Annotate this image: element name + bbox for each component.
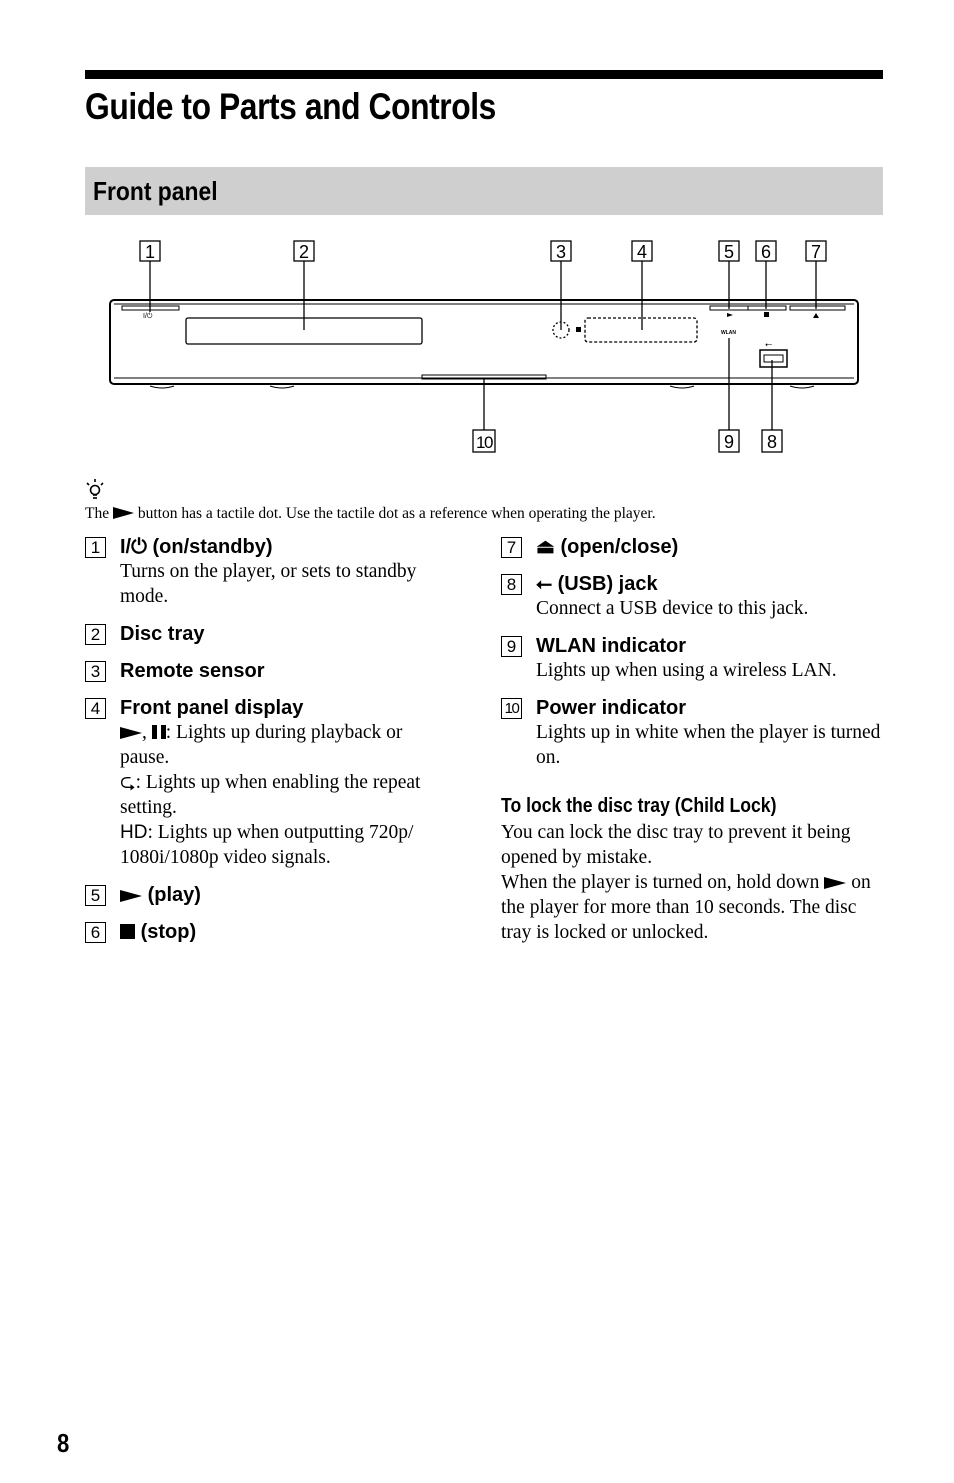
- item-description: Lights up in white when the player is turned on.: [536, 722, 881, 768]
- left-column: [85, 535, 455, 944]
- item-number: 8: [501, 574, 522, 595]
- section-title: Front panel: [93, 176, 218, 206]
- play-icon: [120, 727, 142, 739]
- item-heading: Disc tray: [120, 623, 205, 645]
- tip-text: [85, 504, 656, 524]
- list-item: [85, 535, 455, 609]
- item-heading: ⭠ (USB) jack: [536, 573, 658, 595]
- item-heading: WLAN indicator: [536, 635, 686, 657]
- list-item: [85, 659, 455, 683]
- page-title: Guide to Parts and Controls: [85, 86, 496, 127]
- child-lock-instructions: When the player is turned on, hold down on the player for more than 10 seconds. The disc tray is locked or unlocked.: [501, 872, 871, 943]
- power-icon: I/⏻: [120, 536, 147, 558]
- list-item: [501, 696, 886, 770]
- callout-8: 8: [766, 432, 778, 452]
- wlan-panel-label: WLAN: [721, 330, 736, 336]
- callout-3: 3: [555, 242, 567, 262]
- callout-9: 9: [723, 432, 735, 452]
- item-description: Lights up when using a wireless LAN.: [536, 660, 837, 681]
- item-heading: ⏏ (open/close): [536, 536, 679, 558]
- child-lock-heading: To lock the disc tray (Child Lock): [501, 795, 777, 817]
- callout-6: 6: [760, 242, 772, 262]
- item-heading: Front panel display: [120, 697, 304, 719]
- pause-icon: [152, 725, 166, 739]
- item-number: 6: [85, 922, 106, 943]
- power-symbol-label: I/⏻: [143, 313, 153, 320]
- eject-icon: ⏏: [536, 536, 555, 558]
- item-number: 4: [85, 698, 106, 719]
- child-lock-paragraph: You can lock the disc tray to prevent it being opened by mistake.: [501, 822, 851, 868]
- list-item: [501, 535, 886, 559]
- item-number: 9: [501, 636, 522, 657]
- list-item: [85, 883, 455, 907]
- item-heading: I/⏻ (on/standby): [120, 536, 273, 558]
- usb-symbol: ⭠: [765, 339, 773, 349]
- list-item: [85, 696, 455, 870]
- play-icon: [824, 877, 846, 889]
- tip-text-after: button has a tactile dot. Use the tactile dot as a reference when operating the player.: [137, 505, 656, 522]
- repeat-icon: ⮎: [120, 772, 136, 793]
- usb-icon: ⭠: [536, 573, 552, 595]
- callout-7: 7: [810, 242, 822, 262]
- item-description: Connect a USB device to this jack.: [536, 598, 809, 619]
- list-item: [85, 622, 455, 646]
- play-icon: [113, 507, 134, 519]
- hd-icon: HD: [120, 822, 148, 843]
- player-body: [110, 300, 858, 384]
- list-item: [501, 634, 886, 683]
- callout-2: 2: [298, 242, 310, 262]
- item-number: 2: [85, 624, 106, 645]
- list-item: [501, 572, 886, 621]
- item-number: 10: [501, 698, 522, 719]
- callout-1: 1: [144, 242, 156, 262]
- callout-10: 10: [476, 433, 492, 452]
- item-heading: (play): [120, 883, 455, 907]
- list-item: [85, 920, 455, 944]
- stop-icon: [120, 924, 135, 939]
- page-number: 8: [57, 1428, 70, 1458]
- item-heading: Remote sensor: [120, 660, 265, 682]
- play-icon: [120, 890, 142, 902]
- item-number: 7: [501, 537, 522, 558]
- item-number: 5: [85, 885, 106, 906]
- item-description: , : Lights up during playback or pause. ⮎: Lights up when enabling the repeat setting. HD: Lights up when outputting 720p/ 1080i/1080p video signals.: [120, 722, 421, 868]
- tip-lightbulb-icon: [85, 478, 105, 502]
- item-heading: Power indicator: [536, 697, 687, 719]
- callout-4: 4: [636, 242, 648, 262]
- item-heading: (stop): [120, 920, 455, 944]
- tip-text-before: The: [85, 505, 110, 522]
- front-panel-diagram: [0, 0, 954, 470]
- front-display: [585, 318, 697, 342]
- item-number: 3: [85, 661, 106, 682]
- callout-5: 5: [723, 242, 735, 262]
- item-description: Turns on the player, or sets to standby mode.: [120, 561, 417, 607]
- item-number: 1: [85, 537, 106, 558]
- right-column: [501, 535, 886, 945]
